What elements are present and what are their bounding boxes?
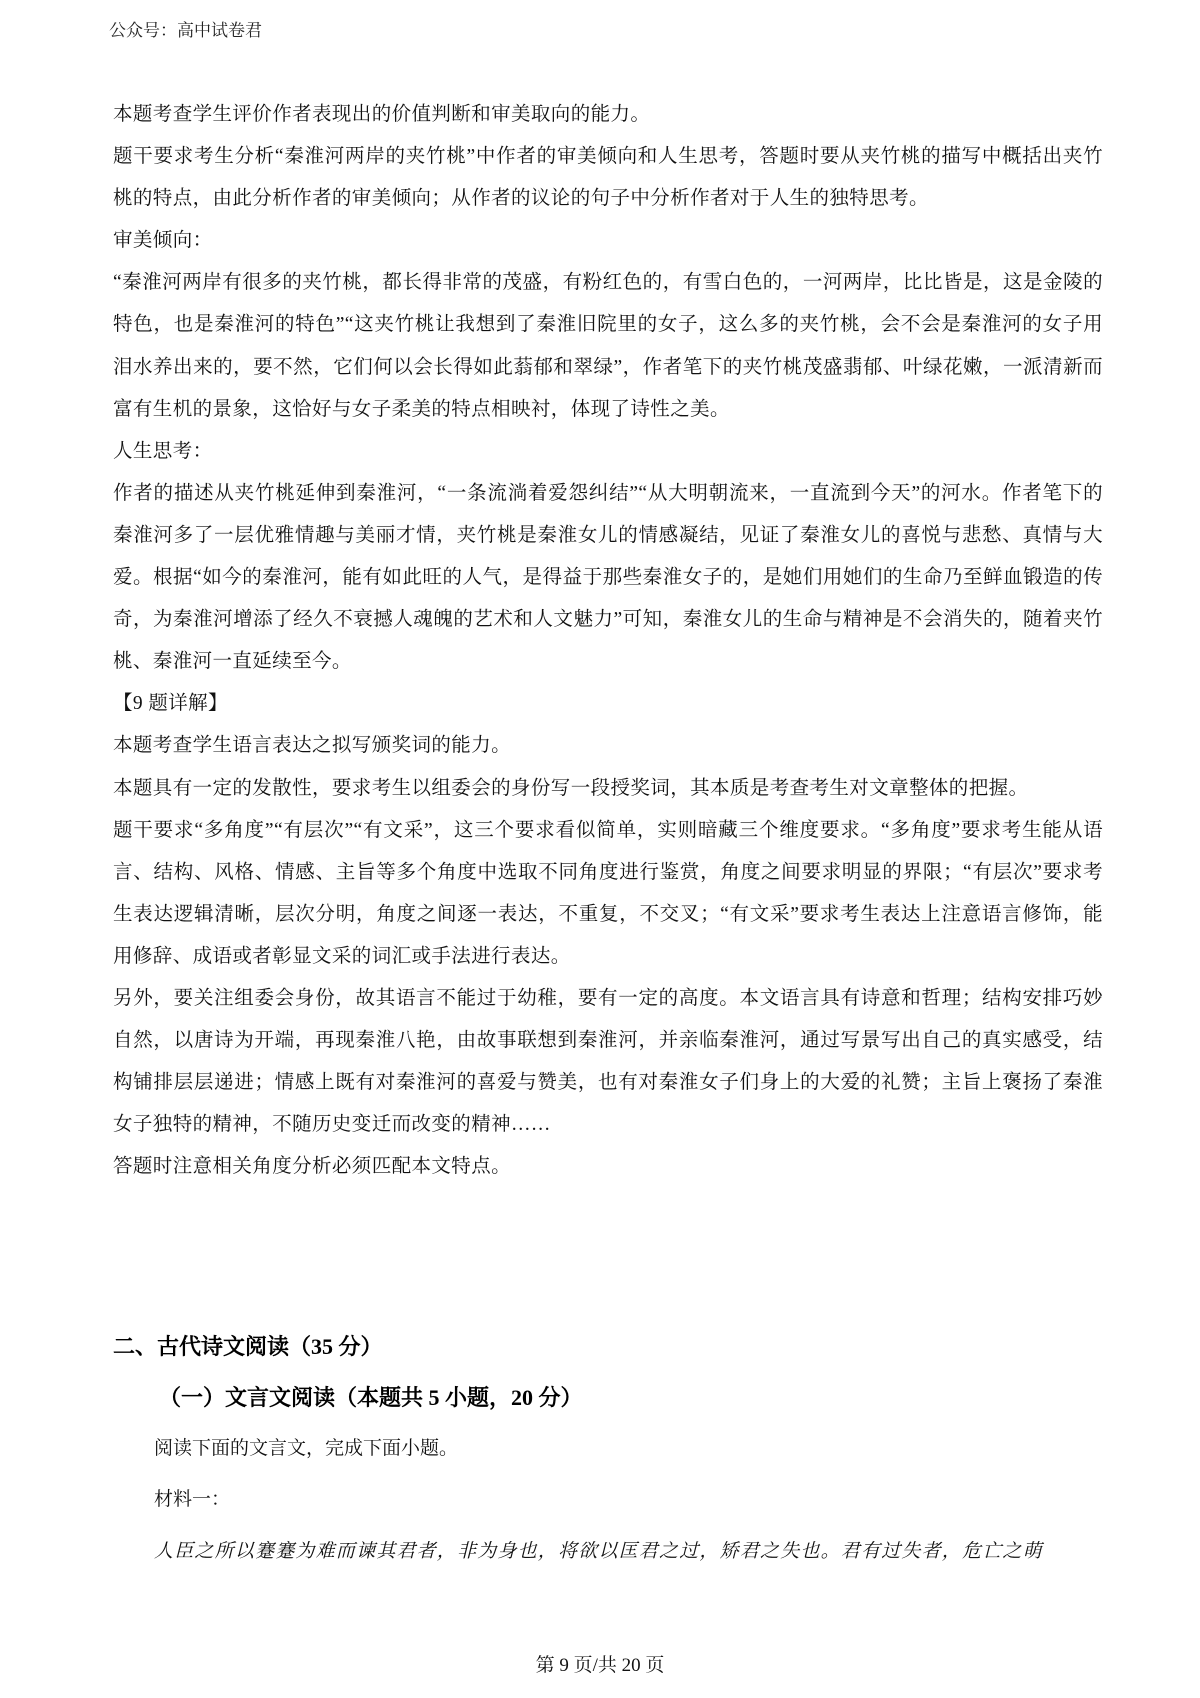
paragraph: 题干要求考生分析“秦淮河两岸的夹竹桃”中作者的审美倾向和人生思考，答题时要从夹竹桃的描写中概括出夹竹桃的特点，由此分析作者的审美倾向；从作者的议论的句子中分析作者对于人生的独特思考。 xyxy=(113,146,1103,210)
paragraph: 本题考查学生评价作者表现出的价值判断和审美取向的能力。 xyxy=(113,104,651,125)
section-heading: 二、古代诗文阅读（35 分） xyxy=(113,1334,383,1359)
paragraph: 另外，要关注组委会身份，故其语言不能过于幼稚，要有一定的高度。本文语言具有诗意和哲理；结构安排巧妙自然，以唐诗为开端，再现秦淮八艳，由故事联想到秦淮河，并亲临秦淮河，通过写景写出自己的真实感受，结构铺排层层递进；情感上既有对秦淮河的喜爱与赞美，也有对秦淮女子们身上的大爱的礼赞；主旨上褒扬了秦淮女子独特的精神，不随历史变迁而改变的精神…… xyxy=(113,987,1103,1136)
question-detail-heading: 【9 题详解】 xyxy=(113,693,228,715)
paragraph: 人生思考： xyxy=(113,440,213,462)
material-label: 材料一： xyxy=(154,1489,231,1510)
paragraph: 题干要求“多角度”“有层次”“有文采”，这三个要求看似简单，实则暗藏三个维度要求。“多角度”要求考生能从语言、结构、风格、情感、主旨等多个角度中选取不同角度进行鉴赏，角度之间要求明显的界限；“有层次”要求考生表达逻辑清晰，层次分明，角度之间逐一表达，不重复，不交叉；“有文采”要求考生表达上注意语言修饰，能用修辞、成语或者彰显文采的词汇或手法进行表达。 xyxy=(113,819,1103,967)
paragraph: 本题考查学生语言表达之拟写颁奖词的能力。 xyxy=(113,735,512,757)
reading-instruction: 阅读下面的文言文，完成下面小题。 xyxy=(154,1438,459,1459)
source-header: 公众号：高中试卷君 xyxy=(109,21,262,40)
page-number: 第 9 页/共 20 页 xyxy=(535,1655,665,1676)
paragraph: 审美倾向： xyxy=(113,230,213,252)
paragraph: 本题具有一定的发散性，要求考生以组委会的身份写一段授奖词，其本质是考查考生对文章整体的把握。 xyxy=(113,777,1029,799)
classical-text: 人臣之所以蹇蹇为难而谏其君者，非为身也，将欲以匡君之过，矫君之失也。君有过失者，危亡之萌 xyxy=(154,1541,1043,1562)
paragraph: 作者的描述从夹竹桃延伸到秦淮河，“一条流淌着爱怨纠结”“从大明朝流来，一直流到今天”的河水。作者笔下的秦淮河多了一层优雅情趣与美丽才情，夹竹桃是秦淮女儿的情感凝结，见证了秦淮女儿的喜悦与悲愁、真情与大爱。根据“如今的秦淮河，能有如此旺的人气，是得益于那些秦淮女子的，是她们用她们的生命乃至鲜血锻造的传奇，为秦淮河增添了经久不衰撼人魂魄的艺术和人文魅力”可知，秦淮女儿的生命与精神是不会消失的，随着夹竹桃、秦淮河一直延续至今。 xyxy=(113,482,1103,673)
paragraph: “秦淮河两岸有很多的夹竹桃，都长得非常的茂盛，有粉红色的，有雪白色的，一河两岸，比比皆是，这是金陵的特色，也是秦淮河的特色”“这夹竹桃让我想到了秦淮旧院里的女子，这么多的夹竹桃，会不会是秦淮河的女子用泪水养出来的，要不然，它们何以会长得如此蓊郁和翠绿”，作者笔下的夹竹桃茂盛翡郁、叶绿花嫩，一派清新而富有生机的景象，这恰好与女子柔美的特点相映衬，体现了诗性之美。 xyxy=(113,272,1103,420)
subsection-heading: （一）文言文阅读（本题共 5 小题，20 分） xyxy=(159,1385,583,1410)
answer-explanation xyxy=(113,94,1103,1188)
paragraph: 答题时注意相关角度分析必须匹配本文特点。 xyxy=(113,1156,512,1178)
